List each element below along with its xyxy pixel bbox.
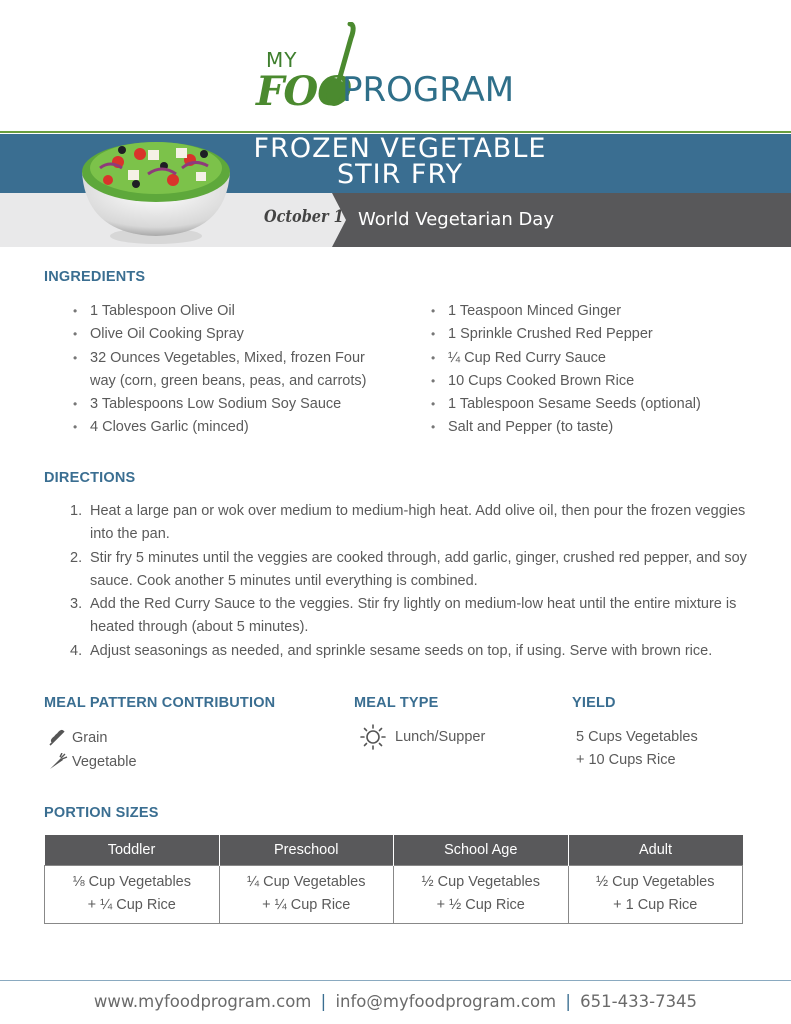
step-number: 4. xyxy=(70,642,83,659)
meal-pattern-grain xyxy=(48,729,107,747)
meal-type-label: Lunch/Supper xyxy=(395,729,486,745)
step-text: Stir fry 5 minutes until the veggies are cooked through, add garlic, ginger, crushed red pepper, and soy sauce. Cook another 5 minutes until everything is combined. xyxy=(90,549,747,589)
yield-line-1: 5 Cups Vegetables xyxy=(576,729,698,745)
meal-type-heading: MEAL TYPE xyxy=(354,695,439,711)
ingredients-heading: INGREDIENTS xyxy=(44,269,146,285)
directions-heading: DIRECTIONS xyxy=(44,470,136,486)
directions-list xyxy=(44,500,764,663)
table-header-row xyxy=(45,835,743,865)
list-item xyxy=(44,500,764,547)
yield-heading: YIELD xyxy=(572,695,616,711)
website-link[interactable]: www.myfoodprogram.com xyxy=(93,992,312,1011)
logo-food-text: FOO xyxy=(256,68,352,115)
column-header: School Age xyxy=(394,835,569,865)
list-item xyxy=(44,593,764,640)
meal-pattern-heading: MEAL PATTERN CONTRIBUTION xyxy=(44,695,276,711)
cell-vegetables: ½ Cup Vegetables xyxy=(421,874,540,890)
footer xyxy=(0,992,791,1011)
footer-separator: | xyxy=(565,992,571,1011)
recipe-title-line-2: STIR FRY xyxy=(337,159,463,190)
list-item: • Salt and Pepper (to taste) xyxy=(418,416,748,439)
logo xyxy=(256,22,546,115)
logo-my-text: MY xyxy=(266,48,298,72)
ingredients-list-right xyxy=(418,300,748,440)
email-link[interactable]: info@myfoodprogram.com xyxy=(335,992,557,1011)
cell-rice: + ¼ Cup Rice xyxy=(87,897,176,913)
column-header: Preschool xyxy=(219,835,394,865)
cell-rice: + ½ Cup Rice xyxy=(436,897,525,913)
cell-vegetables: ¼ Cup Vegetables xyxy=(246,874,366,890)
step-number: 2. xyxy=(70,549,83,566)
list-item: • 1 Tablespoon Olive Oil xyxy=(60,300,390,323)
list-item: • 1 Sprinkle Crushed Red Pepper xyxy=(418,323,748,346)
ingredients-list-left xyxy=(60,300,390,440)
portion-sizes-heading: PORTION SIZES xyxy=(44,805,159,821)
step-number: 3. xyxy=(70,596,83,613)
list-item: • 3 Tablespoons Low Sodium Soy Sauce xyxy=(60,393,390,416)
list-item: • ¼ Cup Red Curry Sauce xyxy=(418,347,748,370)
recipe-title-line-1: FROZEN VEGETABLE xyxy=(253,133,547,164)
cell-rice: + 1 Cup Rice xyxy=(613,897,698,913)
meal-pattern-vegetable xyxy=(48,753,137,771)
list-item: • 1 Tablespoon Sesame Seeds (optional) xyxy=(418,393,748,416)
recipe-title xyxy=(210,133,590,190)
cell-vegetables: ⅛ Cup Vegetables xyxy=(72,874,191,890)
table-cell xyxy=(568,865,743,923)
column-header: Adult xyxy=(568,835,743,865)
step-text: Heat a large pan or wok over medium to medium-high heat. Add olive oil, then pour the frozen veggies into the pan. xyxy=(90,503,746,543)
table-cell xyxy=(219,865,394,923)
list-item: • Olive Oil Cooking Spray xyxy=(60,323,390,346)
yield-value xyxy=(576,726,698,772)
meal-pattern-vegetable-label: Vegetable xyxy=(72,754,137,770)
table-cell xyxy=(394,865,569,923)
phone-number[interactable]: 651-433-7345 xyxy=(580,992,698,1011)
cell-vegetables: ½ Cup Vegetables xyxy=(595,874,715,890)
step-text: Adjust seasonings as needed, and sprinkle sesame seeds on top, if using. Serve with brown rice. xyxy=(90,642,713,659)
list-item: • 32 Ounces Vegetables, Mixed, frozen Four way (corn, green beans, peas, and carrots) xyxy=(60,347,390,394)
list-item: • 4 Cloves Garlic (minced) xyxy=(60,416,390,439)
footer-divider xyxy=(0,980,791,981)
cell-rice: + ¼ Cup Rice xyxy=(262,897,351,913)
meal-type-value xyxy=(358,724,485,750)
footer-separator: | xyxy=(320,992,327,1011)
carrot-icon xyxy=(48,753,68,771)
list-item: • 10 Cups Cooked Brown Rice xyxy=(418,370,748,393)
table-cell xyxy=(45,865,220,923)
event-name: World Vegetarian Day xyxy=(358,209,554,230)
event-date: October 1 xyxy=(264,207,344,227)
list-item xyxy=(44,547,764,594)
meal-pattern-grain-label: Grain xyxy=(72,730,108,746)
sun-icon xyxy=(358,724,388,750)
step-text: Add the Red Curry Sauce to the veggies. Stir fry lightly on medium-low heat until the entire mixture is heated through (about 5 minutes). xyxy=(90,596,737,636)
column-header: Toddler xyxy=(45,835,220,865)
list-item xyxy=(44,640,764,663)
salad-bowl-image xyxy=(78,124,234,246)
list-item: • 1 Teaspoon Minced Ginger xyxy=(418,300,748,323)
logo-program-text: PROGRAM xyxy=(342,70,515,110)
yield-line-2: + 10 Cups Rice xyxy=(576,752,676,768)
step-number: 1. xyxy=(70,503,83,519)
wheat-icon xyxy=(48,729,68,747)
portion-table xyxy=(44,835,743,924)
table-row xyxy=(45,865,743,923)
